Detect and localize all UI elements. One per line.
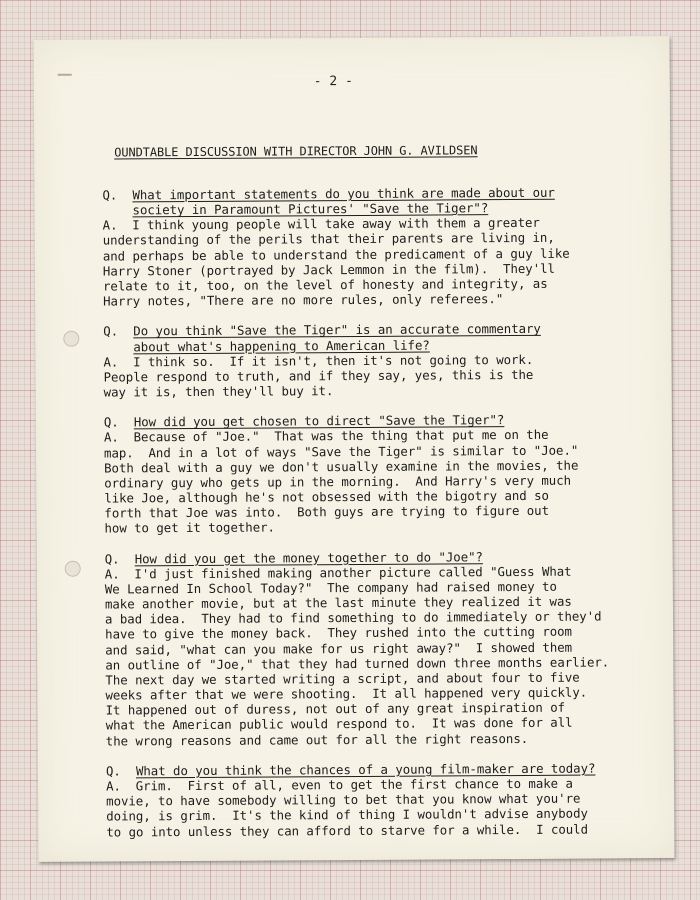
answer: [103, 214, 656, 308]
answer-line: Harry notes, "There are no more rules, only referees.": [103, 291, 504, 309]
answer-line: A. Grim. First of all, even to get the first chance to make a: [106, 775, 573, 794]
answer: [105, 563, 658, 748]
answer-line: how to get it together.: [104, 519, 275, 536]
answer-line: ordinary guy who gets up in the morning. And Harry's very much: [104, 472, 572, 491]
answer-line: have to give the money back. They rushed into the cutting room: [105, 624, 572, 643]
page-number: - 2 -: [313, 74, 353, 90]
pencil-mark: [58, 74, 72, 76]
answer-line: A. I'd just finished making another picture called "Guess What: [104, 563, 572, 582]
answer-line: what the American public would respond to. It was done for all: [105, 715, 573, 733]
question-line: about what's happening to American life?: [133, 337, 430, 354]
question-line: What do you think the chances of a young film-maker are today?: [135, 760, 596, 779]
answer-line: Harry Stoner (portrayed by Jack Lemmon in the film). They'll: [102, 260, 555, 279]
answer-line: Both deal with a guy we don't usually examine in the movies, the: [104, 457, 579, 476]
question-line: What important statements do you think are made about our: [132, 184, 555, 203]
answer-line: movie, to have somebody willing to bet that you know what you're: [106, 790, 581, 809]
answer-line: understanding of the perils that their parents are living in,: [102, 230, 555, 248]
question-marker: Q.: [105, 763, 121, 779]
question-line: How did you get chosen to direct "Save the Tiger"?: [133, 412, 505, 430]
question-marker: Q.: [103, 414, 119, 430]
answer-line: an outline of "Joe," that they had turned down three months earlier.: [105, 654, 610, 673]
qa-item: [105, 548, 658, 748]
qa-item: [104, 411, 657, 536]
question-line: How did you get the money together to do "Joe"?: [134, 548, 483, 567]
answer-line: a bad idea. They had to find something to do immediately or they'd: [104, 608, 602, 627]
question-text: [132, 185, 555, 218]
document-heading: OUNDTABLE DISCUSSION WITH DIRECTOR JOHN G. AVILDSEN: [114, 143, 478, 160]
question: [103, 321, 655, 355]
answer-line: make another movie, but at the last minute they realized it was: [104, 593, 572, 612]
answer-line: forth that Joe was into. Both guys are trying to figure out: [104, 503, 550, 521]
answer: [106, 775, 658, 839]
answer-line: map. And in a lot of ways "Save the Tiger" is similar to "Joe.": [103, 442, 579, 461]
answer-line: People respond to truth, and if they say, yes, this is the: [103, 366, 534, 385]
answer: [104, 427, 657, 536]
question-line: society in Paramount Pictures' "Save the Tiger"?: [132, 200, 489, 218]
answer-line: weeks after that we were shooting. It all happened very quickly.: [105, 684, 588, 703]
question: [102, 184, 654, 218]
question-line: Do you think "Save the Tiger" is an accurate commentary: [133, 321, 541, 339]
answer-line: doing, is grim. It's the kind of thing I wouldn't advise anybody: [106, 805, 588, 824]
answer-line: like Joe, although he's not obsessed with the bigotry and so: [104, 487, 549, 506]
answer-line: A. I think young people will take away with them a greater: [102, 215, 540, 233]
answer-line: We Learned In School Today?" The company had raised money to: [104, 578, 557, 597]
question-marker: Q.: [102, 187, 118, 203]
answer-line: A. I think so. If it isn't, then it's not going to work.: [103, 351, 534, 370]
answer-line: and perhaps be able to understand the predicament of a guy like: [102, 245, 570, 264]
qa-item: [102, 184, 655, 309]
answer-line: way it is, then they'll buy it.: [103, 383, 334, 400]
qa-item: [106, 760, 658, 839]
question-marker: Q.: [103, 323, 119, 339]
typed-document-page: [33, 36, 674, 862]
qa-item: [103, 321, 655, 400]
punch-hole-lower: [65, 561, 81, 577]
punch-hole-upper: [63, 331, 79, 347]
answer-line: and said, "what can you make for us right away?" I showed them: [105, 639, 573, 658]
qa-section: [102, 184, 658, 854]
answer-line: The next day we started writing a script, and about four to five: [105, 669, 580, 688]
answer-line: relate to it, too, on the level of honesty and integrity, as: [102, 275, 548, 294]
answer-line: to go into unless they can afford to starve for a while. I could: [106, 821, 589, 840]
answer-line: It happened out of duress, not out of any great inspiration of: [105, 699, 566, 718]
question-text: [133, 321, 541, 354]
question-marker: Q.: [104, 551, 120, 567]
answer-line: A. Because of "Joe." That was the thing that put me on the: [103, 427, 549, 445]
answer-line: the wrong reasons and came out for all the right reasons.: [105, 730, 529, 749]
answer: [103, 351, 655, 400]
